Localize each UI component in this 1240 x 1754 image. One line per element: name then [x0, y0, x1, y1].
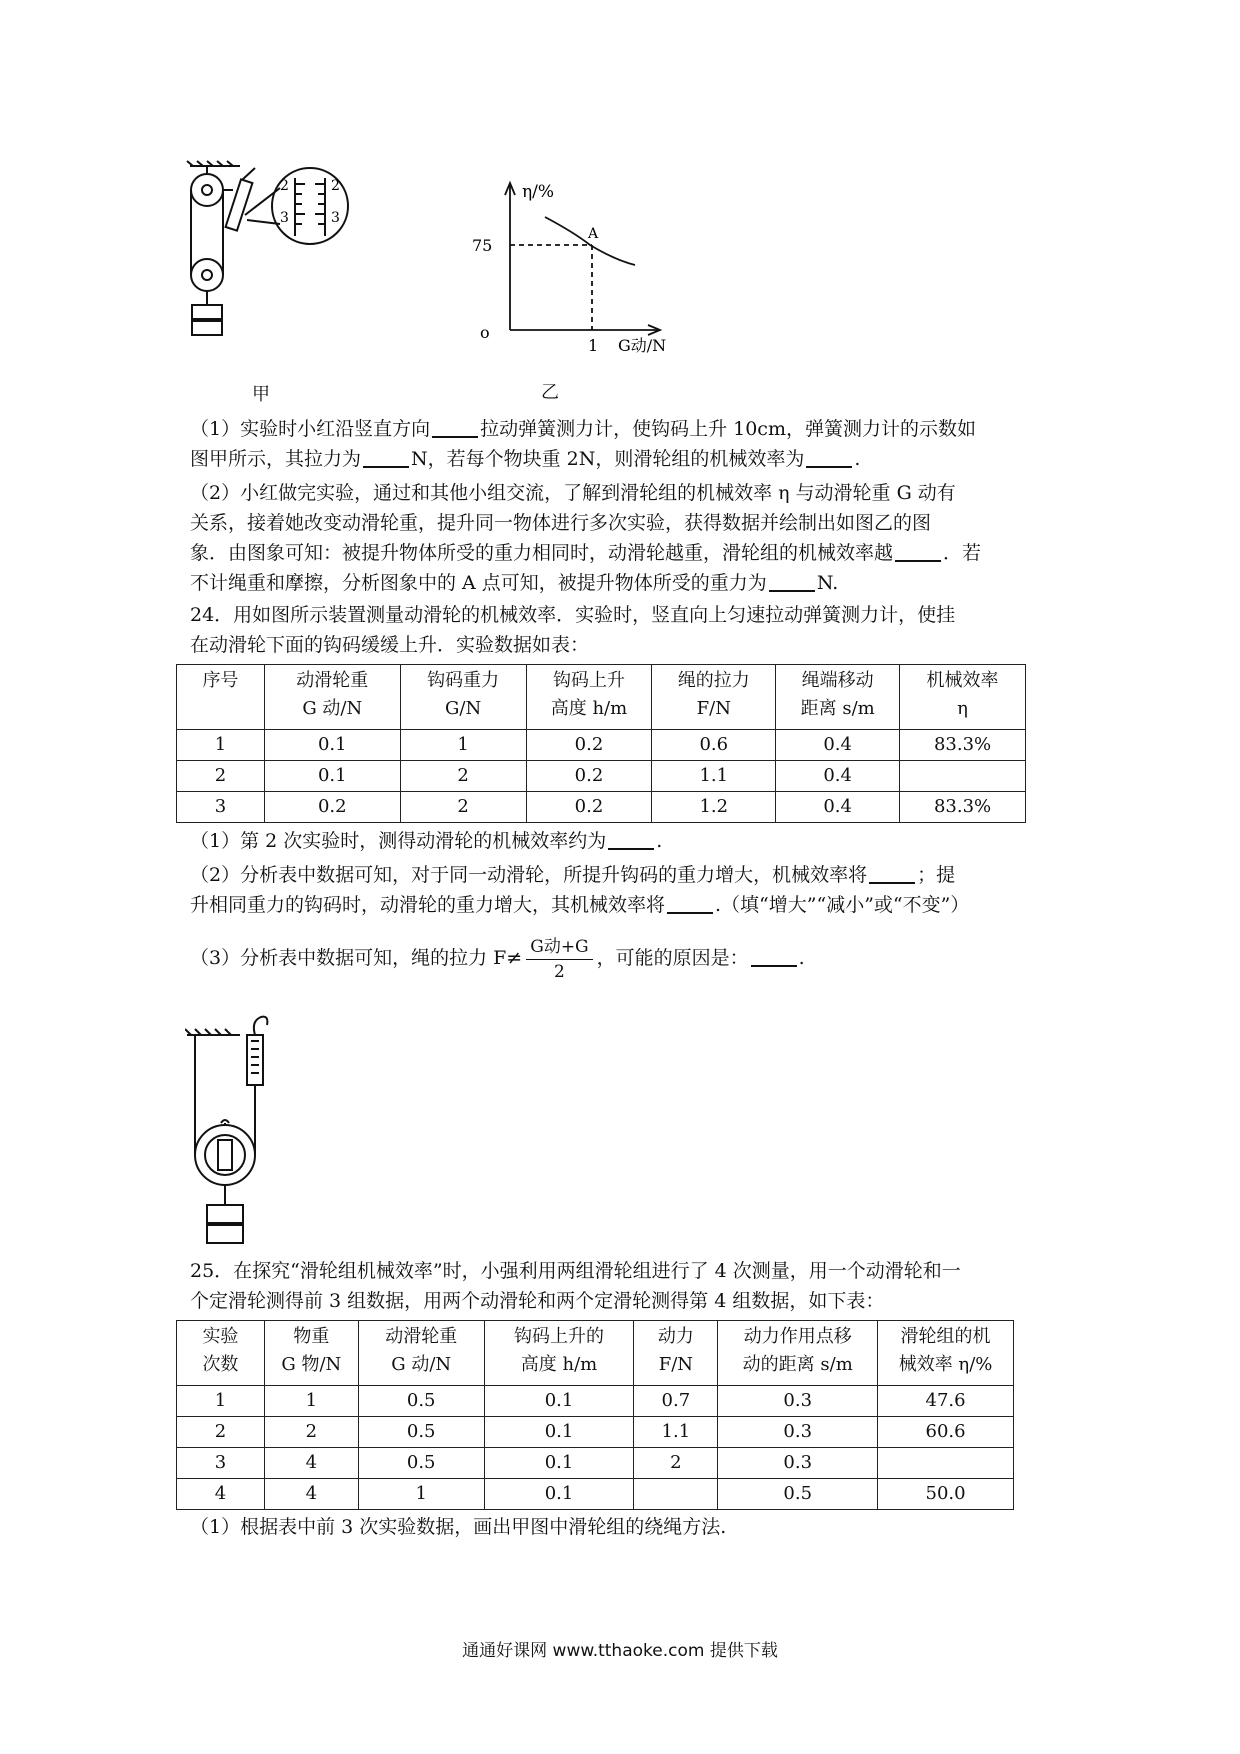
blank — [432, 418, 478, 438]
table-cell: 0.2 — [526, 761, 652, 792]
scale-label-3-left: 3 — [280, 210, 289, 226]
q24-intro-line2: 在动滑轮下面的钩码缓缓上升．实验数据如表： — [190, 634, 590, 656]
page-footer: 通通好课网 www.tthaoke.com 提供下载 — [462, 1641, 778, 1661]
q24-sub2-line1: （2）分析表中数据可知，对于同一动滑轮，所提升钩码的重力增大，机械效率将 ；提 — [190, 864, 956, 886]
q24-data-table — [176, 664, 1026, 823]
table-cell — [900, 761, 1026, 792]
table-cell: 1 — [264, 1386, 358, 1417]
table-row — [177, 1448, 1014, 1479]
q24-table-header-cell: 绳端移动 距离 s/m — [776, 665, 900, 730]
blank — [608, 830, 654, 850]
q25-table-header-cell: 钩码上升的 高度 h/m — [484, 1321, 634, 1386]
table-cell: 1 — [177, 730, 265, 761]
q24-table-header-cell: 钩码重力 G/N — [400, 665, 526, 730]
table-cell: 1 — [400, 730, 526, 761]
q25-intro-line2: 个定滑轮测得前 3 组数据，用两个动滑轮和两个定滑轮测得第 4 组数据，如下表： — [190, 1290, 885, 1312]
q24-sub1: （1）第 2 次实验时，测得动滑轮的机械效率约为 . — [190, 830, 663, 852]
scale-label-3-right: 3 — [331, 210, 340, 226]
q25-data-table — [176, 1320, 1014, 1510]
table-cell: 0.5 — [358, 1386, 484, 1417]
table-cell: 0.5 — [718, 1479, 878, 1510]
figure-q24-pulley — [185, 1005, 295, 1250]
table-cell: 83.3% — [900, 792, 1026, 823]
table-cell: 0.1 — [484, 1417, 634, 1448]
table-cell: 2 — [177, 761, 265, 792]
table-row — [177, 1479, 1014, 1510]
table-cell — [878, 1448, 1014, 1479]
table-cell: 2 — [400, 792, 526, 823]
table-cell: 1 — [358, 1479, 484, 1510]
table-cell: 0.1 — [264, 761, 400, 792]
table-cell: 0.2 — [526, 792, 652, 823]
blank — [806, 448, 852, 468]
q23-part1-line1: （1）实验时小红沿竖直方向 拉动弹簧测力计，使钩码上升 10cm，弹簧测力计的示数如 — [190, 418, 976, 440]
q23-part2-line2: 关系，接着她改变动滑轮重，提升同一物体进行多次实验，获得数据并绘制出如图乙的图 — [190, 512, 932, 534]
q23-part1-line2: 图甲所示，其拉力为 N，若每个物块重 2N，则滑轮组的机械效率为 . — [190, 448, 861, 470]
table-cell: 4 — [177, 1479, 265, 1510]
figure-yi-graph — [470, 175, 690, 365]
table-cell: 3 — [177, 1448, 265, 1479]
table-cell: 4 — [264, 1479, 358, 1510]
q24-table-header-cell: 钩码上升 高度 h/m — [526, 665, 652, 730]
table-row — [177, 1417, 1014, 1448]
table-cell: 2 — [264, 1417, 358, 1448]
table-cell: 0.2 — [526, 730, 652, 761]
q25-table-header-cell: 动滑轮重 G 动/N — [358, 1321, 484, 1386]
graph-point-a: A — [588, 226, 599, 242]
table-cell: 0.7 — [634, 1386, 718, 1417]
table-cell — [634, 1479, 718, 1510]
graph-x-axis-label: G动/N — [618, 336, 667, 355]
table-cell: 1.2 — [652, 792, 776, 823]
fraction: $\frac{\text{G动+G}}{2}$ — [526, 935, 592, 984]
table-cell: 2 — [177, 1417, 265, 1448]
q25-sub1: （1）根据表中前 3 次实验数据，画出甲图中滑轮组的绕绳方法. — [190, 1516, 727, 1538]
blank — [667, 894, 713, 914]
table-cell: 50.0 — [878, 1479, 1014, 1510]
q25-table-header-cell: 实验 次数 — [177, 1321, 265, 1386]
q24-table-header-cell: 动滑轮重 G 动/N — [264, 665, 400, 730]
q25-table-header-row — [177, 1321, 1014, 1386]
table-cell: 60.6 — [878, 1417, 1014, 1448]
table-row — [177, 730, 1026, 761]
table-cell: 4 — [264, 1448, 358, 1479]
table-cell: 0.1 — [484, 1479, 634, 1510]
q25-table-header-cell: 动力作用点移 动的距离 s/m — [718, 1321, 878, 1386]
q24-table-header-cell: 绳的拉力 F/N — [652, 665, 776, 730]
table-cell: 0.3 — [718, 1448, 878, 1479]
table-cell: 0.2 — [264, 792, 400, 823]
q25-table-header-cell: 物重 G 物/N — [264, 1321, 358, 1386]
q24-intro-line1: 24．用如图所示装置测量动滑轮的机械效率．实验时，竖直向上匀速拉动弹簧测力计，使挂 — [190, 604, 956, 626]
table-cell: 2 — [634, 1448, 718, 1479]
q23-part2-line4: 不计绳重和摩擦，分析图象中的 A 点可知，被提升物体所受的重力为 N. — [190, 572, 839, 594]
q25-intro-line1: 25．在探究“滑轮组机械效率”时，小强利用两组滑轮组进行了 4 次测量，用一个动滑轮和一 — [190, 1260, 961, 1282]
table-cell: 0.3 — [718, 1417, 878, 1448]
table-cell: 0.1 — [484, 1448, 634, 1479]
q24-table-header-row — [177, 665, 1026, 730]
blank — [751, 947, 797, 967]
table-cell: 1.1 — [652, 761, 776, 792]
table-cell: 0.5 — [358, 1448, 484, 1479]
table-cell: 0.5 — [358, 1417, 484, 1448]
scale-label-2-left: 2 — [280, 178, 289, 194]
table-cell: 3 — [177, 792, 265, 823]
q24-table-header-cell: 序号 — [177, 665, 265, 730]
table-cell: 0.6 — [652, 730, 776, 761]
blank — [869, 864, 915, 884]
q24-table-header-cell: 机械效率 η — [900, 665, 1026, 730]
table-cell: 0.4 — [776, 761, 900, 792]
table-row — [177, 1386, 1014, 1417]
table-cell: 83.3% — [900, 730, 1026, 761]
scale-label-2-right: 2 — [331, 178, 340, 194]
q25-table-header-cell: 动力 F/N — [634, 1321, 718, 1386]
table-row — [177, 761, 1026, 792]
figure-jia-pulley — [185, 160, 385, 370]
figure-yi-caption: 乙 — [541, 382, 559, 403]
blank — [363, 448, 409, 468]
table-cell: 0.1 — [484, 1386, 634, 1417]
q25-table-header-cell: 滑轮组的机 械效率 η/% — [878, 1321, 1014, 1386]
table-cell: 0.1 — [264, 730, 400, 761]
table-cell: 0.4 — [776, 730, 900, 761]
graph-origin: o — [480, 323, 490, 342]
graph-y-tick: 75 — [472, 236, 493, 255]
table-cell: 47.6 — [878, 1386, 1014, 1417]
q24-sub3: （3）分析表中数据可知，绳的拉力 F≠ $\frac{\text{G动+G}}{2}$ ，可能的原因是： . — [190, 936, 805, 982]
q23-part2-line1: （2）小红做完实验，通过和其他小组交流，了解到滑轮组的机械效率 η 与动滑轮重 G 动有 — [190, 482, 956, 504]
blank — [895, 542, 941, 562]
table-cell: 2 — [400, 761, 526, 792]
blank — [769, 572, 815, 592]
graph-x-tick: 1 — [588, 336, 599, 355]
table-cell: 0.3 — [718, 1386, 878, 1417]
figure-jia-caption: 甲 — [252, 384, 270, 405]
q24-sub2-line2: 升相同重力的钩码时，动滑轮的重力增大，其机械效率将 .（填“增大”“减小”或“不变”） — [190, 894, 970, 916]
table-cell: 1.1 — [634, 1417, 718, 1448]
table-row — [177, 792, 1026, 823]
table-cell: 1 — [177, 1386, 265, 1417]
q23-part2-line3: 象．由图象可知：被提升物体所受的重力相同时，动滑轮越重，滑轮组的机械效率越 ．若 — [190, 542, 982, 564]
graph-y-axis-label: η/% — [522, 182, 555, 202]
table-cell: 0.4 — [776, 792, 900, 823]
